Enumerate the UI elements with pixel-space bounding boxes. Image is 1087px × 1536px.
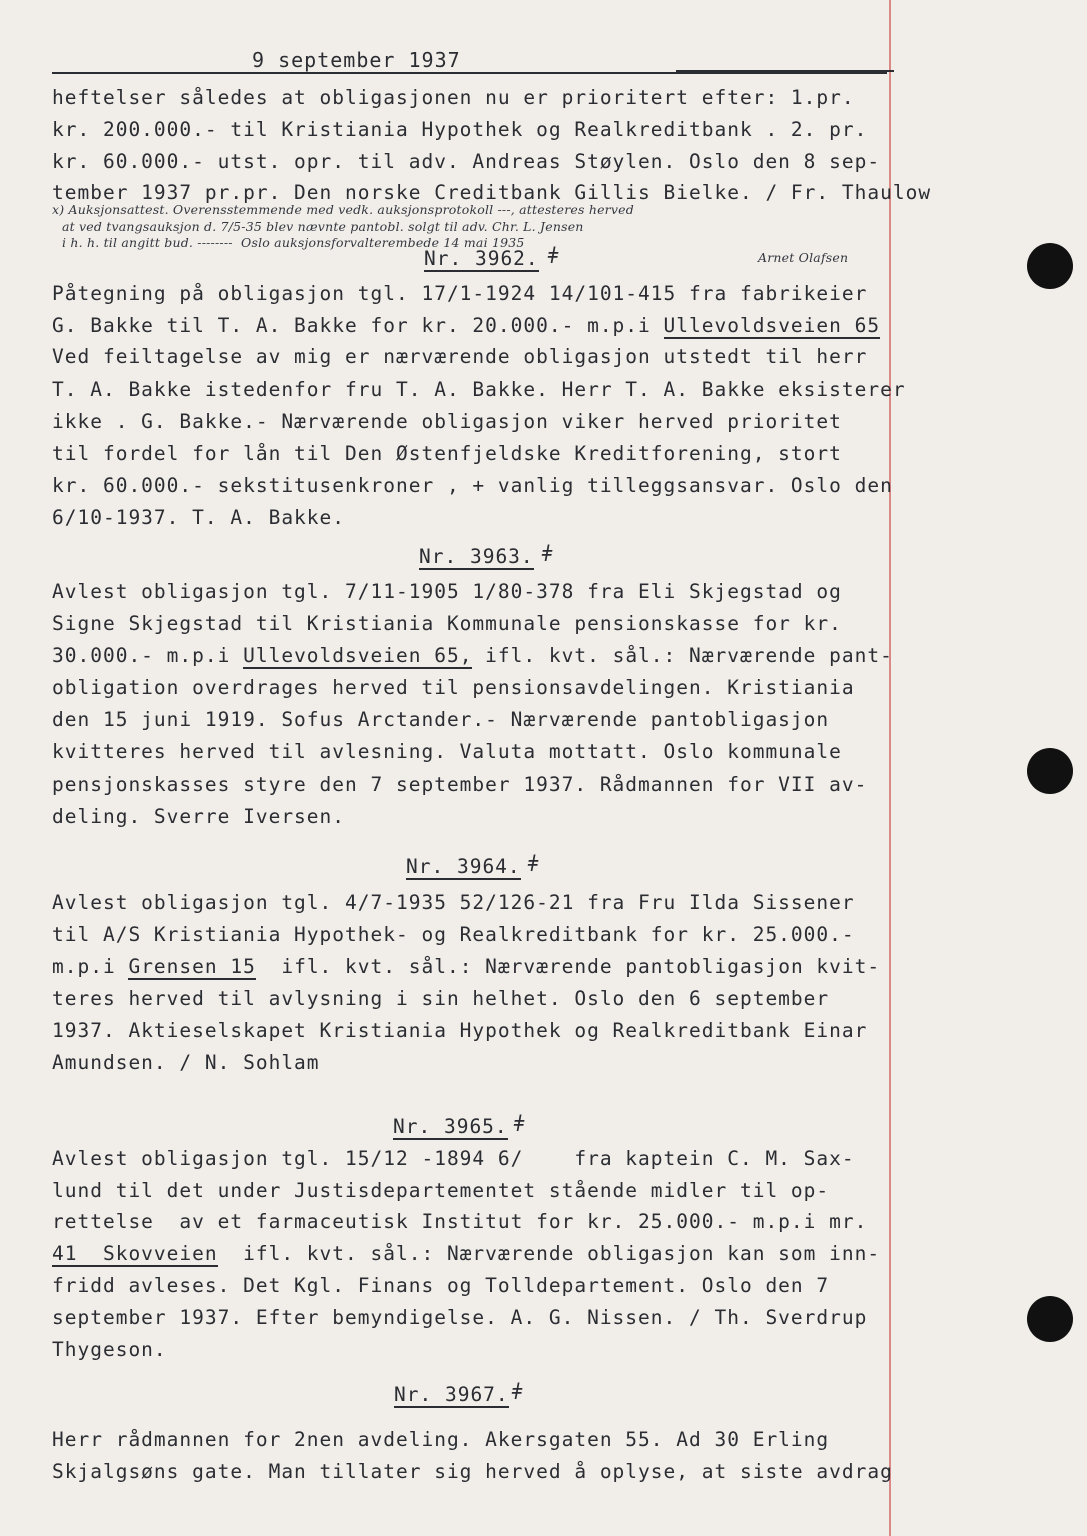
handwritten-mark: ǂ <box>542 542 553 567</box>
handwritten-note: at ved tvangsauksjon d. 7/5-35 blev nævnte pantobl. solgt til adv. Chr. L. Jensen <box>62 219 584 234</box>
text-line: teres herved til avlysning i sin helhet. Oslo den 6 september <box>52 987 830 1010</box>
text-line: T. A. Bakke istedenfor fru T. A. Bakke. Herr T. A. Bakke eksisterer <box>52 378 906 401</box>
handwritten-mark: ǂ <box>528 852 539 877</box>
handwritten-mark: ǂ <box>548 244 559 269</box>
handwritten-note: x) Auksjonsattest. Overensstemmende med vedk. auksjonsprotokoll ---, attesteres herved <box>52 202 634 217</box>
red-margin-line <box>889 0 891 1536</box>
entry-number: Nr. 3963. <box>419 545 534 568</box>
handwritten-mark: ǂ <box>512 1380 523 1405</box>
property-address: 41 Skovveien <box>52 1242 218 1265</box>
handwritten-signature: Arnet Olafsen <box>758 250 849 265</box>
text-line: G. Bakke til T. A. Bakke for kr. 20.000.- m.p.i Ullevoldsveien 65 <box>52 314 881 337</box>
text-line: kr. 200.000.- til Kristiania Hypothek og Realkreditbank . 2. pr. <box>52 118 868 141</box>
punch-hole <box>1027 748 1073 794</box>
text-line: til A/S Kristiania Hypothek- og Realkreditbank for kr. 25.000.- <box>52 923 855 946</box>
text-line: september 1937. Efter bemyndigelse. A. G. Nissen. / Th. Sverdrup <box>52 1306 868 1329</box>
text-line: 6/10-1937. T. A. Bakke. <box>52 506 346 529</box>
text-line: 1937. Aktieselskapet Kristiania Hypothek og Realkreditbank Einar <box>52 1019 868 1042</box>
text-line: den 15 juni 1919. Sofus Arctander.- Nærværende pantobligasjon <box>52 708 830 731</box>
text-line: Påtegning på obligasjon tgl. 17/1-1924 14/101-415 fra fabrikeier <box>52 282 868 305</box>
text-line: til fordel for lån til Den Østenfjeldske Kreditforening, stort <box>52 442 842 465</box>
text-line: Ved feiltagelse av mig er nærværende obligasjon utstedt til herr <box>52 345 868 368</box>
text-line: tember 1937 pr.pr. Den norske Creditbank Gillis Bielke. / Fr. Thaulow <box>52 181 932 204</box>
text-line: deling. Sverre Iversen. <box>52 805 346 828</box>
text-line: kr. 60.000.- sekstitusenkroner , + vanlig tilleggsansvar. Oslo den <box>52 474 893 497</box>
entry-number: Nr. 3965. <box>393 1115 508 1138</box>
text-line: kr. 60.000.- utst. opr. til adv. Andreas Støylen. Oslo den 8 sep- <box>52 150 881 173</box>
text-line: Avlest obligasjon tgl. 15/12 -1894 6/ fra kaptein C. M. Sax- <box>52 1147 855 1170</box>
text-line: Amundsen. / N. Sohlam <box>52 1051 320 1074</box>
header-rule <box>676 70 894 72</box>
text-line: Avlest obligasjon tgl. 7/11-1905 1/80-378 fra Eli Skjegstad og <box>52 580 842 603</box>
entry-number: Nr. 3964. <box>406 855 521 878</box>
property-address: Grensen 15 <box>128 955 256 978</box>
punch-hole <box>1027 1296 1073 1342</box>
text-line: Herr rådmannen for 2nen avdeling. Akersgaten 55. Ad 30 Erling <box>52 1428 830 1451</box>
handwritten-note: i h. h. til angitt bud. -------- Oslo auksjonsforvalterembede 14 mai 1935 <box>62 235 525 250</box>
text-line: lund til det under Justisdepartementet stående midler til op- <box>52 1179 830 1202</box>
text-line: 30.000.- m.p.i Ullevoldsveien 65, ifl. kvt. sål.: Nærværende pant- <box>52 644 893 667</box>
text-line: rettelse av et farmaceutisk Institut for kr. 25.000.- m.p.i mr. <box>52 1210 868 1233</box>
handwritten-mark: ǂ <box>514 1112 525 1137</box>
entry-number: Nr. 3967. <box>394 1383 509 1406</box>
text-line: Thygeson. <box>52 1338 167 1361</box>
property-address: Ullevoldsveien 65, <box>243 644 473 667</box>
entry-number: Nr. 3962. <box>424 247 539 270</box>
text-line: kvitteres herved til avlesning. Valuta mottatt. Oslo kommunale <box>52 740 842 763</box>
text-line: m.p.i Grensen 15 ifl. kvt. sål.: Nærværende pantobligasjon kvit- <box>52 955 881 978</box>
text-line: pensjonskasses styre den 7 september 1937. Rådmannen for VII av- <box>52 773 868 796</box>
text-line: Avlest obligasjon tgl. 4/7-1935 52/126-21 fra Fru Ilda Sissener <box>52 891 855 914</box>
text-line: fridd avleses. Det Kgl. Finans og Tolldepartement. Oslo den 7 <box>52 1274 830 1297</box>
text-line: obligation overdrages herved til pensionsavdelingen. Kristiania <box>52 676 855 699</box>
punch-hole <box>1027 243 1073 289</box>
text-line: 41 Skovveien ifl. kvt. sål.: Nærværende obligasjon kan som inn- <box>52 1242 881 1265</box>
text-line: heftelser således at obligasjonen nu er prioritert efter: 1.pr. <box>52 86 855 109</box>
text-line: Signe Skjegstad til Kristiania Kommunale pensionskasse for kr. <box>52 612 842 635</box>
text-line: ikke . G. Bakke.- Nærværende obligasjon viker herved prioritet <box>52 410 842 433</box>
property-address: Ullevoldsveien 65 <box>663 314 881 337</box>
text-line: Skjalgsøns gate. Man tillater sig herved å oplyse, at siste avdrag <box>52 1460 893 1483</box>
page-date: 9 september 1937 <box>252 48 461 72</box>
